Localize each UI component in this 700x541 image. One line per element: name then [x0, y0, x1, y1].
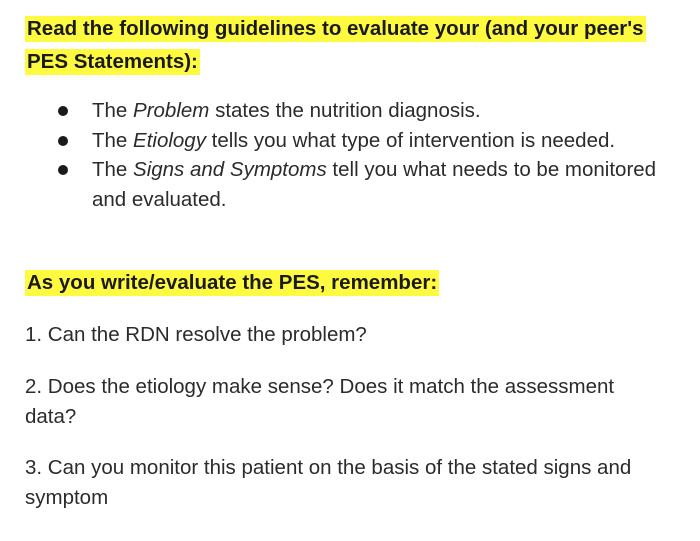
- list-item: The Problem states the nutrition diagnosis.: [55, 96, 665, 126]
- term-signs-symptoms: Signs and Symptoms: [133, 158, 327, 181]
- reminder-heading: [25, 268, 439, 301]
- guidelines-heading-text: Read the following guidelines to evaluate your (and your peer's PES Statements):: [27, 17, 644, 73]
- list-item: The Etiology tells you what type of intervention is needed.: [55, 126, 665, 156]
- guidelines-list: [55, 96, 665, 214]
- question-1: 1. Can the RDN resolve the problem?: [25, 323, 367, 346]
- term-problem: Problem: [133, 99, 210, 122]
- question-2: 2. Does the etiology make sense? Does it match the assessment data?: [25, 375, 615, 428]
- reminder-heading-text: As you write/evaluate the PES, remember:: [27, 271, 438, 294]
- question-3: 3. Can you monitor this patient on the basis of the stated signs and symptom: [25, 456, 632, 509]
- bullet-icon: [58, 136, 68, 146]
- bullet-icon: [58, 106, 68, 116]
- guidelines-heading: [25, 14, 675, 80]
- list-item: The Signs and Symptoms tell you what needs to be monitored and evaluated.: [55, 155, 665, 214]
- term-etiology: Etiology: [133, 128, 206, 152]
- bullet-icon: [58, 165, 68, 175]
